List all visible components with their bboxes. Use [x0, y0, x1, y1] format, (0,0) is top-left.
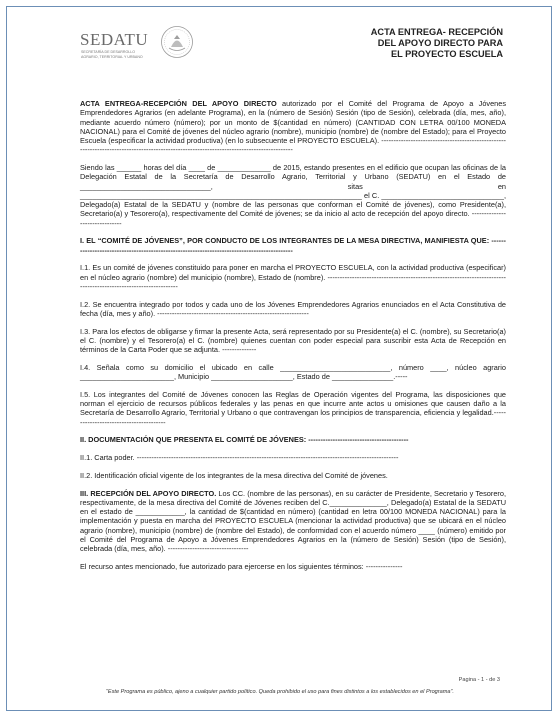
page-number: Pagina - 1 - de 3: [458, 677, 500, 683]
section-3-paragraph: [80, 489, 506, 554]
session-paragraph: Siendo las ______ horas del día ____ de _____________ de 2015, estando presentes en el edificio que ocupan las oficinas de la Delegación Estatal de la Secretaría de Desarrollo Agrario, Territorial y Urbano (SEDATU) en el Estado de ________________________________, sitas en _____________________________________________________________________ el C. ______________________________, Delegado(a) Estatal de la SEDATU y (nombre de las personas que conforman el Comité de jóvenes), como Presidente(a), Secretario(a) y Tesorero(a), respectivamente del Comité de jóvenes; se da inicio al acto de recepción del apoyo directo. -------------------------------: [80, 163, 506, 228]
clause-i1: I.1. Es un comité de jóvenes constituido para poner en marcha el PROYECTO ESCUELA, con la actividad productiva (especificar) en el núcleo agrario (nombre) del municipio (nombre), Estado de (nombre). -----------------------------------------------------------------------------------------------------------------: [80, 263, 506, 291]
section-2-heading: II. DOCUMENTACIÓN QUE PRESENTA EL COMITÉ DE JÓVENES: -----------------------------------------: [80, 435, 409, 445]
clause-i3: I.3. Para los efectos de obligarse y firmar la presente Acta, será representado por su Presidente(a) el C. (nombre), su Secretario(a) el C. (nombre) y el Tesorero(a) el C. (nombre) quienes cuentan con poder especial para suscribir esta Acta de Recepción en términos de la Carta Poder que se adjunta. --------------: [80, 326, 506, 354]
intro-paragraph: [80, 99, 506, 155]
title-line-1: ACTA ENTREGA- RECEPCIÓN: [370, 27, 503, 37]
logo-subtitle-2: AGRARIO, TERRITORIAL Y URBANO: [81, 55, 143, 59]
clause-i4: I.4. Señala como su domicilio el ubicado en calle ___________________________, número ____, núcleo agrario _______________________, Municipio ____________________, Estado de _______________.-----: [80, 362, 506, 381]
document-body: [80, 99, 506, 580]
clause-ii2: II.2. Identificación oficial vigente de los integrantes de la mesa directiva del Comité de jóvenes.: [80, 470, 388, 480]
logo-subtitle-1: SECRETARÍA DE DESARROLLO: [81, 50, 136, 54]
clause-i5: I.5. Los integrantes del Comité de Jóvenes conocen las Reglas de Operación vigentes del Programa, las disposiciones que norman el ejercicio de recursos públicos federales y las penas en que incurre ante actos u omisiones que causen daño a la Secretaría de Desarrollo Agrario, Territorial y Urbano o que contravengan los principios de transparencia, eficiencia y legalidad.----------------------------------------: [80, 389, 506, 427]
intro-text: autorizado por el Comité del Programa de Apoyo a Jóvenes Emprendedores Agrarios (en adelante Programa), en la (número de Sesión) Sesión (tipo de Sesión), celebrada (día, mes, año), mediante acuerdo número (número); por un monto de $(cantidad en número) (CANTIDAD CON LETRA 00/100 MONEDA NACIONAL) para el Comité de jóvenes del núcleo agrario (nombre), municipio (nombre) de (nombre del Estado); para el Proyecto Escuela (especificar la actividad productiva) (en lo subsecuente el PROYECTO ESCUELA). ------------------------------------------------------------------------------------------------------------------------------------------: [80, 99, 506, 155]
title-line-3: EL PROYECTO ESCUELA: [391, 49, 503, 59]
section-3-text: Los CC. (nombre de las personas), en su carácter de Presidente, Secretario y Tesorero, respectivamente, de la mesa directiva del Comité de Jóvenes reciben del C.______________, Delegado(a) Estatal de la SEDATU en el estado de ____________, la cantidad de $(cantidad en número) (cantidad en letra 00/100 MONEDA NACIONAL) para la implementación y puesta en marcha del PROYECTO ESCUELA (mencionar la actividad productiva) que se ubicará en el núcleo agrario (nombre), municipio (nombre) de (nombre del Estado), de conformidad con el acuerdo número ____ (número) emitido por el Comité del Programa de Apoyo a Jóvenes Emprendedores Agrarios en la (número de Sesión) Sesión (tipo de Sesión), celebrada (día, mes, año). ---------------------------------: [80, 488, 506, 553]
section-1-heading: I. EL “COMITÉ DE JÓVENES”, POR CONDUCTO DE LOS INTEGRANTES DE LA MESA DIRECTIVA, MANIFIESTA QUE: ---------------------------------------------------------------------------------------------: [80, 236, 506, 255]
mexico-seal-icon: [160, 25, 194, 59]
footer-disclaimer: “Este Programa es público, ajeno a cualquier partido político. Queda prohibido el uso para fines distintos a los establecidos en el Programa”.: [106, 689, 454, 695]
logo-name: SEDATU: [80, 30, 149, 49]
section-3-heading: III. RECEPCIÓN DEL APOYO DIRECTO.: [80, 488, 217, 498]
resource-paragraph: El recurso antes mencionado, fue autorizado para ejercerse en los siguientes términos: ---------------: [80, 561, 403, 571]
title-line-2: DEL APOYO DIRECTO PARA: [377, 38, 503, 48]
clause-i2: I.2. Se encuentra integrado por todos y cada uno de los Jóvenes Emprendedores Agrarios enunciados en el Acta Constitutiva de fecha (día, mes y año). --------------------------------------------------------------: [80, 299, 506, 318]
clause-ii1: II.1. Carta poder. -----------------------------------------------------------------------------------------------------------: [80, 453, 399, 462]
intro-heading: ACTA ENTREGA-RECEPCIÓN DEL APOYO DIRECTO: [80, 99, 277, 108]
document-title: [371, 27, 503, 60]
